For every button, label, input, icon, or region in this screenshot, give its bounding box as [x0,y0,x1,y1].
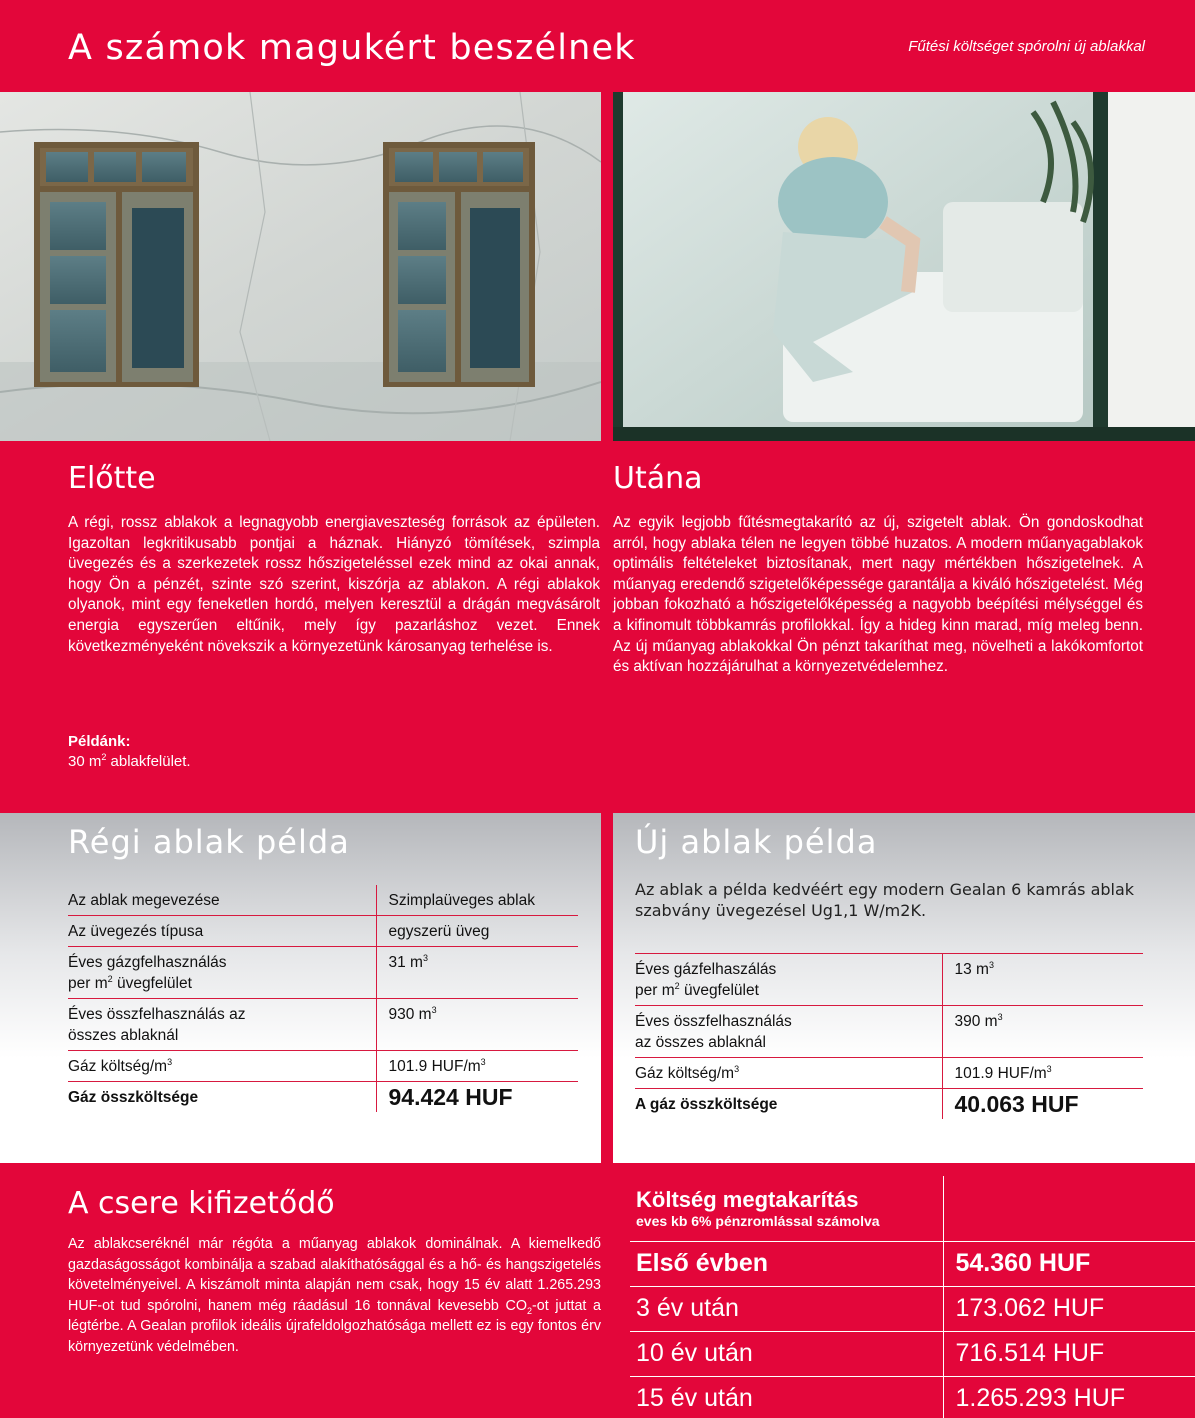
payoff-heading: A csere kifizetődő [68,1186,335,1221]
table-row: Az ablak megevezése Szimplaüveges ablak [68,885,578,916]
savings-table [630,1176,1195,1418]
payoff-text: Az ablakcseréknél már régóta a műanyag ablakok dominálnak. A kiemelkedő gazdaságosságot kombinálja a szabad alakíthatósággal és a hő- és hangszigetelés követelményeivel. A kiszámolt minta alapján nem csak, hogy 15 év alatt 1.265.293 HUF-ot tud spórolni, hanem még ráadásul 16 tonnával kevesebb $CO_2-ot$ juttat a légtérbe. A Gealan profilok ideális újrafeldolgozhatósága mellett ez is egy fontos érv környezetünk védelmében. [68,1236,602,1355]
page-title: A számok magukért beszélnek [68,28,636,68]
old-window-panel [0,813,601,1163]
example-note [68,732,191,772]
table-row: Első évben 54.360 HUF [630,1241,1195,1286]
after-photo [613,92,1195,441]
before-heading: Előtte [68,461,156,496]
new-panel-intro: Az ablak a példa kedvéért egy modern Gealan 6 kamrás ablak szabvány üvegezésel Ug1,1 W/m2K. [635,880,1135,920]
table-row: Gáz költség/$m^3$ 101.9 HUF/$m^3$ [68,1051,578,1082]
savings-title: Költség megtakarítás [636,1187,859,1213]
example-value: 30 $m^2$ ablakfelület. [68,752,191,770]
new-window-panel [613,813,1195,1163]
after-heading: Utána [613,461,703,496]
table-row: 3 év után 173.062 HUF [630,1286,1195,1331]
example-label: Példánk: [68,733,131,750]
table-row: Éves gázgfelhasználás per $m^2$ üvegfelület 31 $m^3$ [68,947,578,999]
old-spec-table [68,885,578,1112]
table-row: Gáz költség/$m^3$ 101.9 HUF/$m^3$ [635,1058,1143,1089]
before-text: A régi, rossz ablakok a legnagyobb energiaveszteség források az épületen. Igazoltan legkritikusabb pontjai a háznak. Hiányzó tömítések, szimpla üvegezés és a szerkezetek rossz hőszigeteléssel ezek mind az okai annak, hogy Ön a pénzét, szinte szó szerint, kiszórja az ablakon. A régi ablakok olyanok, mint egy feneketlen hordó, melyen keresztül a drágán megvásárolt energia egyszerűen eltűnik, mely így pazarláshoz vezet. Ennek következményeként növekszik a környezetünk károsanyag terhelése is. [68,514,600,655]
total-row: Gáz összköltsége 94.424 HUF [68,1082,578,1113]
total-row: A gáz összköltsége 40.063 HUF [635,1089,1143,1120]
after-text: Az egyik legjobb fűtésmegtakarító az új, szigetelt ablak. Ön gondoskodhat arról, hogy ablaka télen ne legyen többé huzatos. A modern műanyagablakok optimális feltételeket biztosítanak, mert nagy mértékben hőszigetelnek. A műanyag eredendő szigetelőképessége garantálja a kiváló hőszigetelést. Még jobban fokozható a hőszigetelőképesség a nagyobb beépítési mélységgel és a kifinomult többkamrás profilokkal. Így a hideg kinn marad, míg meleg benn. Az új műanyag ablakokkal Ön pénzt takaríthat meg, növelheti a lakókomfortot és aktívan hozzájárulhat a környezetvédelemhez. [613,514,1143,676]
new-panel-title: Új ablak példa [635,823,878,861]
table-row: Éves összfelhasználás az összes ablaknál 930 $m^3$ [68,999,578,1051]
before-photo [0,92,601,441]
table-row: 15 év után 1.265.293 HUF [630,1376,1195,1418]
table-row: Éves gázfelhaszálás per $m^2$ üvegfelület 13 $m^3$ [635,954,1143,1006]
table-row: 10 év után 716.514 HUF [630,1331,1195,1376]
savings-header [630,1176,1195,1241]
old-panel-title: Régi ablak példa [68,823,350,861]
table-row: Éves összfelhasználás az összes ablaknál 390 $m^3$ [635,1006,1143,1058]
old-windows-illustration [0,92,601,441]
new-spec-table [635,953,1143,1119]
woman-window-illustration [613,92,1195,441]
table-row: Az üvegezés típusa egyszerü üveg [68,916,578,947]
page-subtitle: Fűtési költséget spórolni új ablakkal [908,38,1145,55]
savings-subtitle: eves kb 6% pénzromlással számolva [636,1213,880,1230]
